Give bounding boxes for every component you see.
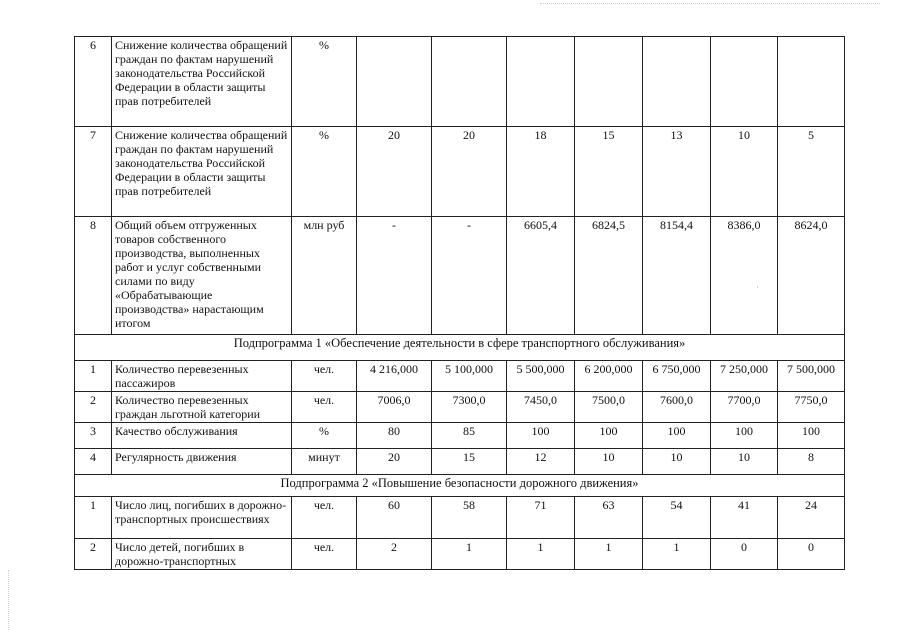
value-cell: 6 200,000 [575, 361, 643, 392]
table-row [75, 127, 845, 217]
value-cell: 100 [575, 423, 643, 449]
table-row [75, 361, 845, 392]
value-cell: 41 [711, 497, 778, 539]
value-cell: 6605,4 [507, 217, 575, 335]
value-cell: 60 [357, 497, 432, 539]
indicator-name: Число детей, погибших в дорожно-транспортных [112, 539, 292, 570]
value-cell: 54 [643, 497, 711, 539]
value-cell: - [357, 217, 432, 335]
value-cell: 7750,0 [778, 392, 845, 423]
value-cell: 6824,5 [575, 217, 643, 335]
table-body [75, 37, 845, 570]
subprogram-header-row [75, 335, 845, 361]
unit-cell: чел. [292, 361, 357, 392]
table-row [75, 497, 845, 539]
value-cell: 6 750,000 [643, 361, 711, 392]
scan-artifact [540, 3, 880, 4]
value-cell: 7 500,000 [778, 361, 845, 392]
subprogram-title: Подпрограмма 1 «Обеспечение деятельности в сфере транспортного обслуживания» [75, 335, 845, 361]
value-cell: 1 [643, 539, 711, 570]
value-cell: 0 [711, 539, 778, 570]
value-cell: 7 250,000 [711, 361, 778, 392]
row-number: 1 [75, 497, 112, 539]
value-cell [432, 37, 507, 127]
unit-cell: млн руб [292, 217, 357, 335]
value-cell: 0 [778, 539, 845, 570]
table-row [75, 539, 845, 570]
value-cell: 5 [778, 127, 845, 217]
value-cell: 8386,0 [711, 217, 778, 335]
value-cell: 13 [643, 127, 711, 217]
value-cell: 10 [711, 127, 778, 217]
value-cell: 8624,0 [778, 217, 845, 335]
row-number: 6 [75, 37, 112, 127]
value-cell: 85 [432, 423, 507, 449]
unit-cell: чел. [292, 497, 357, 539]
unit-cell: % [292, 423, 357, 449]
value-cell: 7700,0 [711, 392, 778, 423]
unit-cell: % [292, 127, 357, 217]
row-number: 8 [75, 217, 112, 335]
unit-cell: чел. [292, 539, 357, 570]
indicator-name: Количество перевезенных пассажиров [112, 361, 292, 392]
value-cell: 8 [778, 449, 845, 475]
value-cell [357, 37, 432, 127]
value-cell: 1 [432, 539, 507, 570]
value-cell: 100 [711, 423, 778, 449]
value-cell: 18 [507, 127, 575, 217]
value-cell: 20 [432, 127, 507, 217]
unit-cell: чел. [292, 392, 357, 423]
indicator-name: Качество обслуживания [112, 423, 292, 449]
value-cell: 10 [711, 449, 778, 475]
unit-cell: % [292, 37, 357, 127]
value-cell: 15 [575, 127, 643, 217]
value-cell: 100 [643, 423, 711, 449]
indicator-name: Количество перевезенных граждан льготной категории [112, 392, 292, 423]
value-cell: 80 [357, 423, 432, 449]
value-cell [711, 37, 778, 127]
value-cell: 100 [778, 423, 845, 449]
row-number: 4 [75, 449, 112, 475]
value-cell: 20 [357, 127, 432, 217]
value-cell: - [432, 217, 507, 335]
table-row [75, 217, 845, 335]
indicator-name: Число лиц, погибших в дорожно-транспортных происшествиях [112, 497, 292, 539]
value-cell [778, 37, 845, 127]
value-cell: 8154,4 [643, 217, 711, 335]
row-number: 3 [75, 423, 112, 449]
value-cell: 1 [575, 539, 643, 570]
subprogram-header-row [75, 475, 845, 497]
value-cell [575, 37, 643, 127]
indicator-name: Общий объем отгруженных товаров собственного производства, выполненных работ и услуг собственными силами по виду «Обрабатывающие производства» нарастающим итогом [112, 217, 292, 335]
value-cell [507, 37, 575, 127]
row-number: 2 [75, 539, 112, 570]
value-cell: 20 [357, 449, 432, 475]
value-cell [643, 37, 711, 127]
indicator-name: Снижение количества обращений граждан по фактам нарушений законодательства Российской Федерации в области защиты прав потребителей [112, 37, 292, 127]
value-cell: 7500,0 [575, 392, 643, 423]
table-row [75, 449, 845, 475]
value-cell: 24 [778, 497, 845, 539]
value-cell: 5 500,000 [507, 361, 575, 392]
value-cell: 7006,0 [357, 392, 432, 423]
indicators-table [74, 36, 845, 570]
indicator-name: Снижение количества обращений граждан по фактам нарушений законодательства Российской Федерации в области защиты прав потребителей [112, 127, 292, 217]
table-row [75, 37, 845, 127]
value-cell: 1 [507, 539, 575, 570]
value-cell: 10 [643, 449, 711, 475]
unit-cell: минут [292, 449, 357, 475]
value-cell: 7300,0 [432, 392, 507, 423]
row-number: 2 [75, 392, 112, 423]
value-cell: 12 [507, 449, 575, 475]
value-cell: 15 [432, 449, 507, 475]
value-cell: 5 100,000 [432, 361, 507, 392]
row-number: 1 [75, 361, 112, 392]
subprogram-title: Подпрограмма 2 «Повышение безопасности дорожного движения» [75, 475, 845, 497]
value-cell: 4 216,000 [357, 361, 432, 392]
value-cell: 58 [432, 497, 507, 539]
value-cell: 10 [575, 449, 643, 475]
value-cell: 63 [575, 497, 643, 539]
table-row [75, 423, 845, 449]
value-cell: 7600,0 [643, 392, 711, 423]
value-cell: 2 [357, 539, 432, 570]
indicator-name: Регулярность движения [112, 449, 292, 475]
scan-artifact-edge [8, 570, 10, 630]
value-cell: 7450,0 [507, 392, 575, 423]
value-cell: 100 [507, 423, 575, 449]
row-number: 7 [75, 127, 112, 217]
value-cell: 71 [507, 497, 575, 539]
scan-speck: · [756, 282, 759, 292]
table-row [75, 392, 845, 423]
